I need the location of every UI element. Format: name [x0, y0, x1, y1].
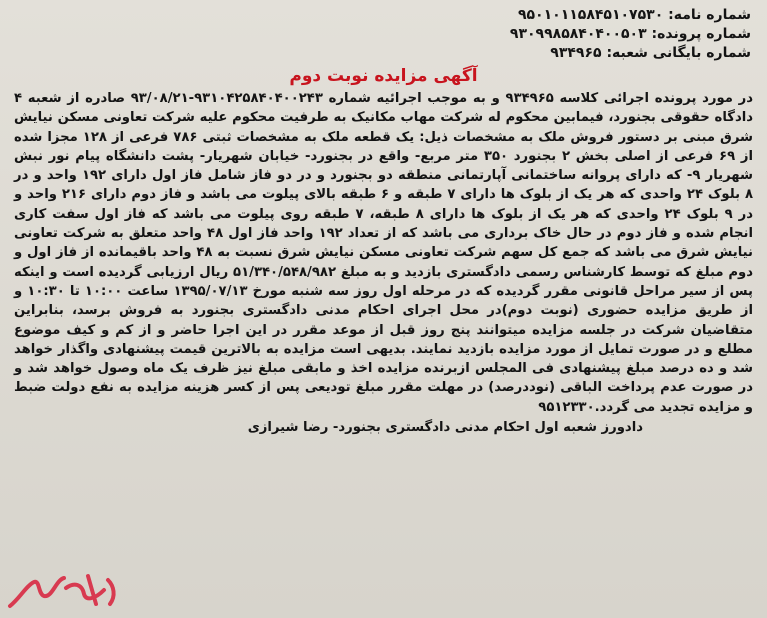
signature-line: دادورز شعبه اول احکام مدنی دادگستری بجنورد- رضا شیرازی	[247, 420, 643, 436]
file-number: شماره پرونده: ۹۳۰۹۹۸۵۸۴۰۴۰۰۵۰۳	[509, 26, 751, 42]
letter-number: شماره نامه: ۹۵۰۱۰۱۱۵۸۴۵۱۰۷۵۳۰	[517, 7, 751, 23]
notice-title: آگهی مزایده نوبت دوم	[289, 66, 478, 86]
paragraph-property-details: یک قطعه ملک به مشخصات ثبتی ۷۸۶ فرعی از ۱۲۸ مجزا شده از ۶۹ فرعی از اصلی بخش ۲ بجنورد ۳۵۰ متر مربع- واقع در بجنورد- خیابان شهریار- پشت دانشگاه پیام نور نبش شهریار ۹- که دارای پروانه ساختمانی آپارتمانی منطقه دو بجنورد و در دو فاز شامل فاز اول دارای ۱۹۲ واحد و در ۸ بلوک ۲۴ واحدی که هر یک از بلوک ها دارای ۷ طبقه و ۶ طبقه بالای پیلوت می باشد و فاز دوم دارای ۲۱۶ واحد و در ۹ بلوک ۲۴ واحدی که هر یک از بلوک ها دارای ۸ طبقه، ۷ طبقه روی پیلوت می باشد که فاز اول سفت کاری انجام شده و فاز دوم در حال خاک برداری می باشد که از تعداد ۱۹۲ واحد فاز اول ۴۸ واحد متعلق به شرکت تعاونی نیایش شرق می باشد که جمع کل سهم شرکت تعاونی مسکن نیایش شرق نسبت به ۴۸ واحد باقیمانده از فاز اول و دوم مبلغ که توسط کارشناس رسمی دادگستری بازدید و به مبلغ ۵۱/۳۴۰/۵۴۸/۹۸۲ ریال ارزیابی گردیده است و اینکه پس از سیر مراحل قانونی مقرر گردیده که در مرحله اول روز سه شنبه مورخ ۱۳۹۵/۰۷/۱۳ ساعت ۱۰:۰۰ تا ۱۰:۳۰ و از طریق مزایده حضوری (نوبت دوم)در محل اجرای احکام مدنی دادگستری بجنورد به فروش برسد، بنابراین متقاضیان شرکت در جلسه مزایده میتوانند پنج روز قبل از موعد مقرر در این اجرا حاضر و از کم و کیف موضوع مطلع و در صورت تمایل از مورد مزایده بازدید نمایند. بدیهی است مزایده به بالاترین قیمت پیشنهادی واگذار خواهد شد و ده درصد مبلغ پیشنهادی فی المجلس ازبرنده مزایده اخذ و مابقی مبلغ نیز ظرف یک ماه وصول خواهد شد و در صورت عدم پرداخت الباقی (نوددرصد) در مهلت مقرر مبلغ تودیعی پس از کسر هزینه مزایده به نفع دولت ضبط و مزایده تجدید می گردد.۹۵۱۲۳۳۰	[14, 129, 754, 415]
paragraph-intro: در مورد پرونده اجرائی کلاسه ۹۳۴۹۶۵ و به موجب اجرائیه شماره ۹۳۱۰۴۲۵۸۴۰۴۰۰۲۴۳-۹۳/۰۸/۲۱ صادره از شعبه ۴ دادگاه حقوقی بجنورد، فیمابین محکوم له شرکت مهاب مکانیک به طرفیت محکوم علیه شرکت تعاونی مسکن نیایش شرق مبنی بر دستور فروش ملک به مشخصات ذیل:	[14, 91, 754, 145]
archive-number: شماره بایگانی شعبه: ۹۳۴۹۶۵	[550, 45, 751, 61]
notice-body	[14, 89, 753, 417]
document-metadata	[14, 6, 751, 63]
red-scribble-icon	[4, 568, 124, 616]
